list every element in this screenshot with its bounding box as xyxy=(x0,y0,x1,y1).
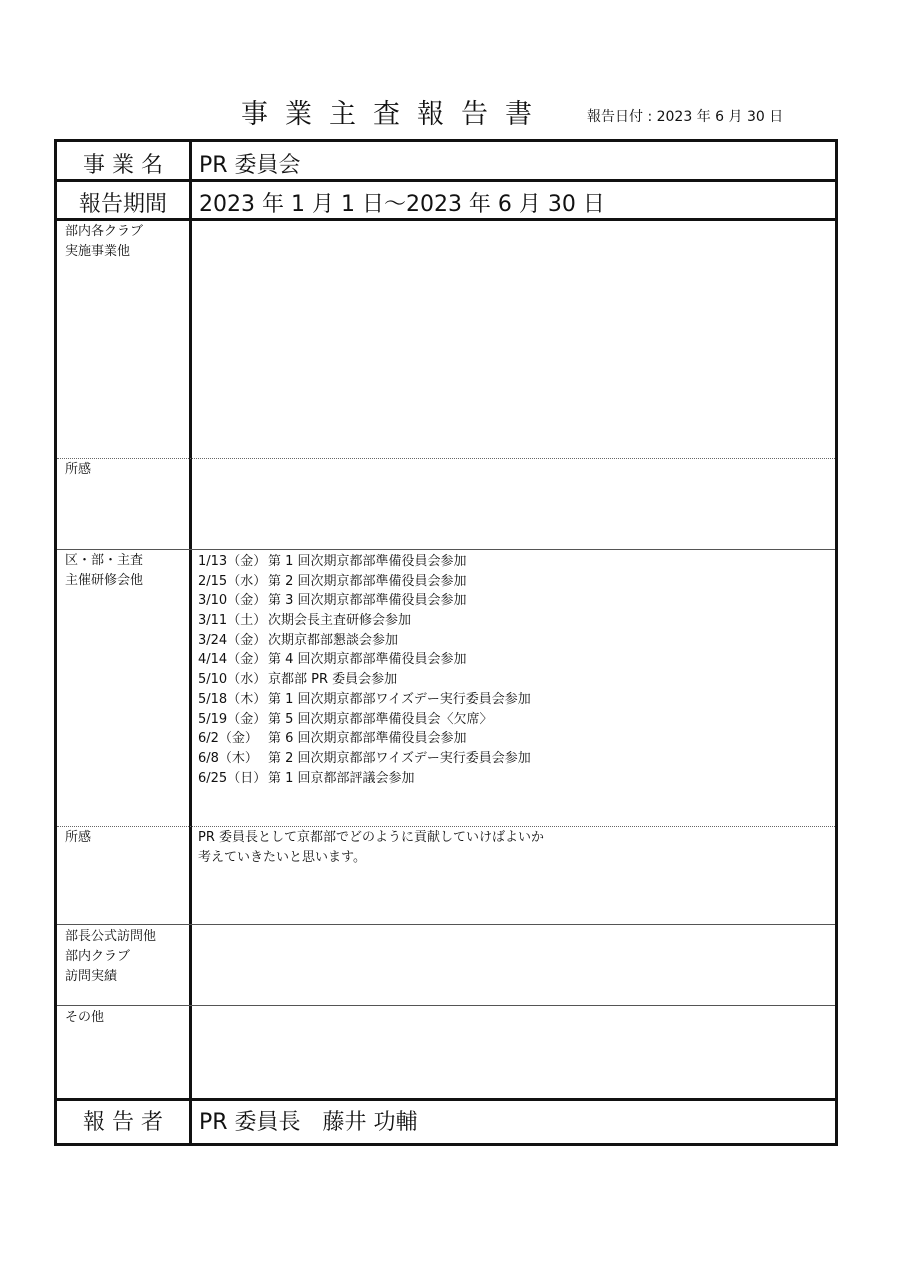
activity-text: 第 6 回次期京都部準備役員会参加 xyxy=(268,731,467,747)
list-item xyxy=(198,729,531,749)
column-divider xyxy=(189,142,192,1143)
activity-date: 6/8（木） xyxy=(198,750,258,766)
activity-date: 5/10（水） xyxy=(198,672,267,688)
project-value: PR 委員会 xyxy=(199,153,301,178)
activity-date: 6/2（金） xyxy=(198,731,258,747)
divider xyxy=(57,826,835,827)
activity-date: 5/18（木） xyxy=(198,691,267,707)
divider xyxy=(57,549,835,550)
list-item xyxy=(198,611,531,631)
list-item xyxy=(198,749,531,769)
activity-text: 京都部 PR 委員会参加 xyxy=(268,672,398,688)
impression-label: 所感 xyxy=(65,830,92,845)
district-events-label: 区・部・主査 主催研修会他 xyxy=(65,553,144,588)
divider xyxy=(57,218,835,221)
list-item xyxy=(198,690,531,710)
activity-text: 第 3 回次期京都部準備役員会参加 xyxy=(268,593,467,609)
list-item xyxy=(198,552,531,572)
list-item xyxy=(198,769,531,789)
report-date: 報告日付 : 2023 年 6 月 30 日 xyxy=(587,109,784,125)
activity-text: 次期会長主査研修会参加 xyxy=(268,613,412,629)
period-label: 報告期間 xyxy=(78,192,167,217)
document-header xyxy=(0,95,900,135)
divider xyxy=(57,1098,835,1101)
activity-date: 3/10（金） xyxy=(198,593,267,609)
activity-text: 第 1 回次期京都部準備役員会参加 xyxy=(268,554,467,569)
impression-label: 所感 xyxy=(65,462,92,477)
activity-text: 次期京都部懇談会参加 xyxy=(268,632,399,648)
activity-list xyxy=(198,552,531,788)
activity-date: 5/19（金） xyxy=(198,711,267,727)
divider xyxy=(57,179,835,182)
remarks-line: 考えていきたいと思います。 xyxy=(198,850,366,865)
visits-label: 部長公式訪問他 部内クラブ 訪問実績 xyxy=(65,929,157,984)
activity-date: 2/15（水） xyxy=(198,573,267,589)
activity-text: 第 1 回京都部評議会参加 xyxy=(268,770,415,786)
activity-date: 3/11（土） xyxy=(198,613,267,629)
list-item xyxy=(198,650,531,670)
activity-date: 3/24（金） xyxy=(198,632,267,648)
list-item xyxy=(198,710,531,730)
activity-text: 第 4 回次期京都部準備役員会参加 xyxy=(268,652,467,668)
remarks-text xyxy=(198,828,544,868)
other-label: その他 xyxy=(65,1010,105,1025)
reporter-value: PR 委員長 藤井 功輔 xyxy=(199,1110,418,1135)
divider xyxy=(57,924,835,925)
activity-date: 4/14（金） xyxy=(198,652,267,668)
project-label: 事 業 名 xyxy=(83,153,163,178)
list-item xyxy=(198,670,531,690)
activity-text: 第 1 回次期京都部ワイズデー実行委員会参加 xyxy=(268,691,531,707)
list-item xyxy=(198,631,531,651)
report-form xyxy=(54,139,838,1146)
document-title: 事業主査報告書 xyxy=(241,99,549,130)
list-item xyxy=(198,572,531,592)
divider xyxy=(57,1005,835,1006)
activity-date: 6/25（日） xyxy=(198,770,267,786)
activity-date: 1/13（金） xyxy=(198,554,267,569)
period-value: 2023 年 1 月 1 日～2023 年 6 月 30 日 xyxy=(199,192,605,217)
divider xyxy=(57,458,835,459)
activity-text: 第 2 回次期京都部準備役員会参加 xyxy=(268,573,467,589)
club-events-label: 部内各クラブ 実施事業他 xyxy=(65,224,144,259)
activity-text: 第 2 回次期京都部ワイズデー実行委員会参加 xyxy=(268,750,531,766)
activity-text: 第 5 回次期京都部準備役員会〈欠席〉 xyxy=(268,711,493,727)
list-item xyxy=(198,591,531,611)
reporter-label: 報 告 者 xyxy=(83,1110,163,1135)
remarks-line: PR 委員長として京都部でどのように貢献していけばよいか xyxy=(198,830,545,845)
